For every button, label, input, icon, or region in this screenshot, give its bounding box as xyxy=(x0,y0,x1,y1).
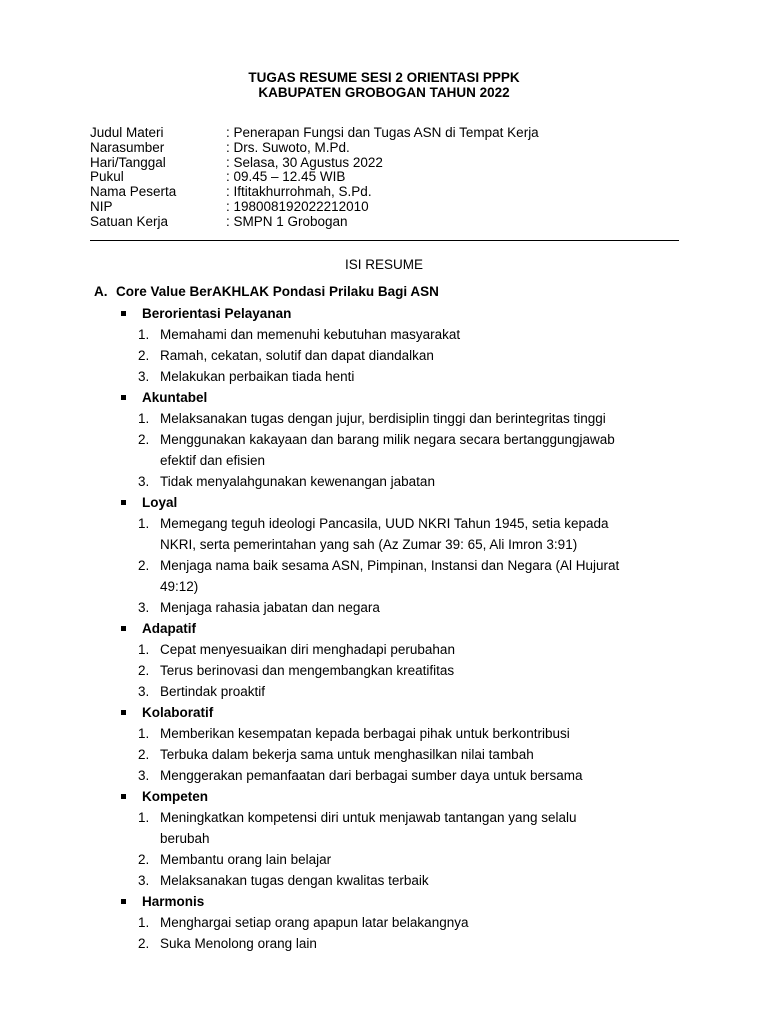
section-title: Core Value BerAKHLAK Pondasi Prilaku Bagi ASN xyxy=(116,284,439,299)
list-item-number: 1. xyxy=(138,327,150,342)
meta-label: NIP xyxy=(90,198,113,214)
group-title xyxy=(0,492,768,513)
list-item-text-line: Memegang teguh ideologi Pancasila, UUD NKRI Tahun 1945, setia kepada xyxy=(160,516,609,531)
square-bullet-icon xyxy=(121,794,126,799)
group-title xyxy=(0,618,768,639)
list-item-text-line: NKRI, serta pemerintahan yang sah (Az Zumar 39: 65, Ali Imron 3:91) xyxy=(160,537,578,552)
isi-resume-heading: ISI RESUME xyxy=(344,257,423,272)
list-item-number: 2. xyxy=(138,663,150,678)
meta-value: : SMPN 1 Grobogan xyxy=(226,213,348,229)
section-letter: A. xyxy=(94,284,108,299)
square-bullet-icon xyxy=(121,710,126,715)
meta-label: Nama Peserta xyxy=(90,184,177,200)
list-item-text-line: Terbuka dalam bekerja sama untuk menghasilkan nilai tambah xyxy=(160,747,534,762)
meta-value: : Selasa, 30 Agustus 2022 xyxy=(226,154,383,170)
group-title-text: Adapatif xyxy=(142,621,196,636)
group-title xyxy=(0,387,768,408)
list-item xyxy=(0,660,680,681)
list-item-number: 3. xyxy=(138,369,150,384)
group-title-text: Kompeten xyxy=(142,789,209,804)
list-item xyxy=(0,597,680,618)
list-item-number: 2. xyxy=(138,558,150,573)
list-item xyxy=(0,765,680,786)
meta-value: : Penerapan Fungsi dan Tugas ASN di Tempat Kerja xyxy=(226,125,539,140)
list-item-text-line: Melaksanakan tugas dengan jujur, berdisiplin tinggi dan berintegritas tinggi xyxy=(160,411,606,426)
list-item-text-line: Melakukan perbaikan tiada henti xyxy=(160,369,355,384)
list-item-text-line: Suka Menolong orang lain xyxy=(160,936,317,951)
square-bullet-icon xyxy=(121,395,126,400)
list-item xyxy=(0,912,680,933)
list-item xyxy=(0,933,680,954)
list-item-text-line: 49:12) xyxy=(160,579,199,594)
list-item xyxy=(0,408,680,429)
square-bullet-icon xyxy=(121,626,126,631)
list-item-text-line: Membantu orang lain belajar xyxy=(160,852,332,867)
meta-value: : Iftitakhurrohmah, S.Pd. xyxy=(226,184,372,200)
meta-label: Judul Materi xyxy=(90,125,164,140)
list-item xyxy=(0,870,680,891)
list-item-number: 1. xyxy=(138,411,150,426)
list-item xyxy=(0,744,680,765)
list-item-number: 2. xyxy=(138,747,150,762)
list-item xyxy=(0,849,680,870)
list-item-text-line: Memahami dan memenuhi kebutuhan masyarakat xyxy=(160,327,461,342)
list-item-text-line: Memberikan kesempatan kepada berbagai pihak untuk berkontribusi xyxy=(160,726,570,741)
meta-row xyxy=(90,156,539,171)
list-item-number: 1. xyxy=(138,810,150,825)
list-item-text-line: Menghargai setiap orang apapun latar belakangnya xyxy=(160,915,469,930)
list-item-number: 3. xyxy=(138,684,150,699)
meta-row xyxy=(90,215,539,230)
list-item-number: 1. xyxy=(138,516,150,531)
document-title-line-1: TUGAS RESUME SESI 2 ORIENTASI PPPK xyxy=(248,70,520,85)
list-item-text-line: Cepat menyesuaikan diri menghadapi perubahan xyxy=(160,642,455,657)
list-item-text-line: Menjaga nama baik sesama ASN, Pimpinan, Instansi dan Negara (Al Hujurat xyxy=(160,558,620,573)
list-item-text-line: Terus berinovasi dan mengembangkan kreatifitas xyxy=(160,663,455,678)
list-item-text-line: Melaksanakan tugas dengan kwalitas terbaik xyxy=(160,873,429,888)
list-item-number: 3. xyxy=(138,600,150,615)
group-title xyxy=(0,702,768,723)
list-item xyxy=(0,429,680,471)
list-item xyxy=(0,366,680,387)
document-title-line-2: KABUPATEN GROBOGAN TAHUN 2022 xyxy=(258,85,510,100)
meta-value: : 09.45 – 12.45 WIB xyxy=(226,169,346,185)
meta-row xyxy=(90,126,539,141)
list-item-number: 1. xyxy=(138,642,150,657)
meta-row xyxy=(90,185,539,200)
meta-label: Satuan Kerja xyxy=(90,213,169,229)
group-title-text: Kolaboratif xyxy=(142,705,214,720)
group-title-text: Harmonis xyxy=(142,894,205,909)
group-title-text: Berorientasi Pelayanan xyxy=(142,306,292,321)
group-title xyxy=(0,891,768,912)
square-bullet-icon xyxy=(121,500,126,505)
meta-row xyxy=(90,200,539,215)
list-item-text-line: Menggunakan kakayaan dan barang milik negara secara bertanggungjawab xyxy=(160,432,615,447)
section-heading xyxy=(94,283,439,301)
square-bullet-icon xyxy=(121,311,126,316)
list-item xyxy=(0,324,680,345)
list-item-text-line: berubah xyxy=(160,831,210,846)
list-item xyxy=(0,639,680,660)
list-item xyxy=(0,513,680,555)
horizontal-divider xyxy=(90,240,679,241)
list-item-text-line: efektif dan efisien xyxy=(160,453,266,468)
list-item xyxy=(0,681,680,702)
list-item xyxy=(0,471,680,492)
list-item xyxy=(0,345,680,366)
group-title-text: Akuntabel xyxy=(142,390,208,405)
list-item-number: 1. xyxy=(138,915,150,930)
meta-row xyxy=(90,170,539,185)
list-item-text-line: Meningkatkan kompetensi diri untuk menjawab tantangan yang selalu xyxy=(160,810,577,825)
list-item-number: 1. xyxy=(138,726,150,741)
meta-value: : 198008192022212010 xyxy=(226,198,369,214)
list-item-number: 3. xyxy=(138,474,150,489)
square-bullet-icon xyxy=(121,899,126,904)
list-item xyxy=(0,555,680,597)
group-title-text: Loyal xyxy=(142,495,178,510)
group-title xyxy=(0,303,768,324)
meta-label: Pukul xyxy=(90,169,124,185)
list-item-text-line: Menggerakan pemanfaatan dari berbagai sumber daya untuk bersama xyxy=(160,768,583,783)
list-item-text-line: Tidak menyalahgunakan kewenangan jabatan xyxy=(160,474,435,489)
list-item-text-line: Bertindak proaktif xyxy=(160,684,266,699)
list-item-number: 2. xyxy=(138,432,150,447)
list-item-number: 2. xyxy=(138,936,150,951)
list-item-number: 3. xyxy=(138,768,150,783)
list-item xyxy=(0,723,680,744)
meta-label: Narasumber xyxy=(90,139,165,155)
meta-row xyxy=(90,141,539,156)
group-title xyxy=(0,786,768,807)
meta-label: Hari/Tanggal xyxy=(90,154,166,170)
meta-info-block xyxy=(90,126,539,230)
list-item-number: 3. xyxy=(138,873,150,888)
meta-value: : Drs. Suwoto, M.Pd. xyxy=(226,139,350,155)
list-item-number: 2. xyxy=(138,852,150,867)
resume-content xyxy=(0,303,768,954)
list-item-text-line: Menjaga rahasia jabatan dan negara xyxy=(160,600,380,615)
list-item-number: 2. xyxy=(138,348,150,363)
list-item-text-line: Ramah, cekatan, solutif dan dapat diandalkan xyxy=(160,348,434,363)
list-item xyxy=(0,807,680,849)
